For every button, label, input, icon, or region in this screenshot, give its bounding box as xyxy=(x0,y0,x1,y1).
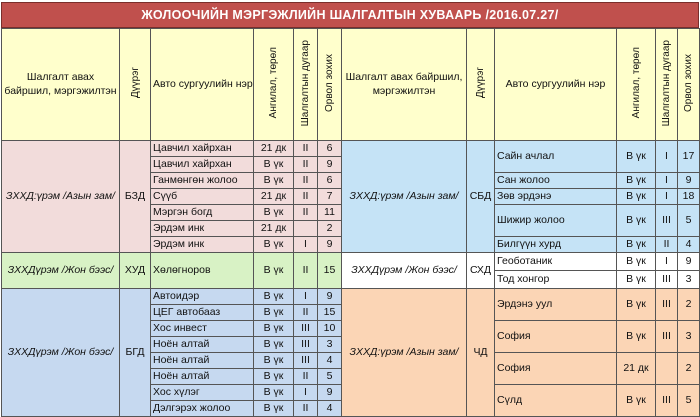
count-cell: 15 xyxy=(318,253,342,289)
count-cell: 3 xyxy=(678,271,700,289)
school-cell: Хос хүлэг xyxy=(151,385,254,401)
school-cell: София xyxy=(495,321,617,353)
count-cell: 9 xyxy=(318,289,342,305)
school-cell: Автоидэр xyxy=(151,289,254,305)
exam-no-cell: III xyxy=(294,337,318,353)
count-cell: 5 xyxy=(318,369,342,385)
class-cell: В үк xyxy=(254,157,294,173)
location-cell: ЗХХДүрэм /Жон бээс/ xyxy=(2,253,120,289)
exam-no-cell: II xyxy=(294,205,318,221)
exam-no-cell xyxy=(656,353,678,385)
district-cell: ХУД xyxy=(120,253,151,289)
class-cell: В үк xyxy=(617,237,656,253)
header-exam-no: Шалгалтын дугаар xyxy=(294,29,318,141)
count-cell: 2 xyxy=(678,289,700,321)
school-cell: Сүлд xyxy=(495,385,617,417)
table-row xyxy=(2,141,700,157)
class-cell: В үк xyxy=(254,253,294,289)
class-cell: В үк xyxy=(254,401,294,417)
exam-no-cell: III xyxy=(294,353,318,369)
exam-no-cell: II xyxy=(294,141,318,157)
class-cell: В үк xyxy=(617,271,656,289)
count-cell: 11 xyxy=(318,205,342,221)
count-cell: 2 xyxy=(318,221,342,237)
class-cell: В үк xyxy=(617,141,656,173)
exam-no-cell: II xyxy=(294,253,318,289)
school-cell: Билгүүн хурд xyxy=(495,237,617,253)
class-cell: В үк xyxy=(254,353,294,369)
location-cell: ЗХХД:үрэм /Азын зам/ xyxy=(342,141,467,253)
exam-no-cell: II xyxy=(294,305,318,321)
exam-no-cell: III xyxy=(656,205,678,237)
school-cell: Эрдэм инк xyxy=(151,237,254,253)
count-cell: 2 xyxy=(678,353,700,385)
header-attendees-right: Орвол зохих xyxy=(678,29,700,141)
count-cell: 15 xyxy=(318,305,342,321)
count-cell: 6 xyxy=(318,173,342,189)
school-cell: Дэлгэрэх жолоо xyxy=(151,401,254,417)
class-cell: В үк xyxy=(617,385,656,417)
class-cell: 21 дк xyxy=(254,221,294,237)
class-cell: В үк xyxy=(254,289,294,305)
header-school-right: Авто сургуулийн нэр xyxy=(495,29,617,141)
location-cell: ЗХХДүрэм /Жон бээс/ xyxy=(342,253,467,289)
school-cell: ЦЕГ автобааз xyxy=(151,305,254,321)
school-cell: Ноён алтай xyxy=(151,337,254,353)
school-cell: Зөв эрдэнэ xyxy=(495,189,617,205)
class-cell: В үк xyxy=(254,237,294,253)
header-district: Дүүрэг xyxy=(120,29,151,141)
header-location: Шалгалт авах байршил, мэргэжилтэн xyxy=(2,29,120,141)
school-cell: Ноён алтай xyxy=(151,369,254,385)
table-row xyxy=(2,253,700,271)
header-row xyxy=(2,29,700,141)
school-cell: Геоботаник xyxy=(495,253,617,271)
count-cell: 10 xyxy=(318,321,342,337)
location-cell: ЗХХД:үрэм /Азын зам/ xyxy=(342,289,467,417)
school-cell: Тод хонгор xyxy=(495,271,617,289)
district-cell: СХД xyxy=(467,253,495,289)
count-cell: 18 xyxy=(678,189,700,205)
district-cell: БЗД xyxy=(120,141,151,253)
count-cell: 17 xyxy=(678,141,700,173)
exam-no-cell: III xyxy=(656,271,678,289)
district-cell: СБД xyxy=(467,141,495,253)
exam-no-cell: I xyxy=(656,189,678,205)
exam-no-cell: II xyxy=(656,237,678,253)
count-cell: 5 xyxy=(678,205,700,237)
school-cell: Эрдэнэ уул xyxy=(495,289,617,321)
class-cell: В үк xyxy=(254,205,294,221)
location-cell: ЗХХДүрэм /Жон бээс/ xyxy=(2,289,120,417)
count-cell: 9 xyxy=(678,253,700,271)
school-cell: Сан жолоо xyxy=(495,173,617,189)
count-cell: 7 xyxy=(318,189,342,205)
table-row xyxy=(2,289,700,305)
header-attendees: Орвол зохих xyxy=(318,29,342,141)
header-location-right: Шалгалт авах байршил, мэргэжилтэн xyxy=(342,29,467,141)
exam-no-cell: II xyxy=(294,369,318,385)
class-cell: В үк xyxy=(254,369,294,385)
class-cell: В үк xyxy=(617,173,656,189)
class-cell: В үк xyxy=(254,173,294,189)
exam-no-cell: II xyxy=(294,157,318,173)
school-cell: Эрдэм инк xyxy=(151,221,254,237)
exam-no-cell: I xyxy=(656,173,678,189)
school-cell: Хөлөгноров xyxy=(151,253,254,289)
exam-no-cell: I xyxy=(656,141,678,173)
school-cell: Цавчил хайрхан xyxy=(151,157,254,173)
class-cell: В үк xyxy=(617,289,656,321)
exam-no-cell: III xyxy=(656,385,678,417)
count-cell: 9 xyxy=(318,157,342,173)
class-cell: 21 дк xyxy=(617,353,656,385)
exam-no-cell xyxy=(294,221,318,237)
count-cell: 9 xyxy=(318,237,342,253)
school-cell: Хос инвест xyxy=(151,321,254,337)
header-school: Авто сургуулийн нэр xyxy=(151,29,254,141)
school-cell: Ноён алтай xyxy=(151,353,254,369)
school-cell: Сайн ачлал xyxy=(495,141,617,173)
school-cell: Шижир жолоо xyxy=(495,205,617,237)
count-cell: 4 xyxy=(678,237,700,253)
class-cell: В үк xyxy=(254,305,294,321)
count-cell: 5 xyxy=(678,385,700,417)
class-cell: В үк xyxy=(617,321,656,353)
header-exam-no-right: Шалгалтын дугаар xyxy=(656,29,678,141)
school-cell: Мэргэн богд xyxy=(151,205,254,221)
class-cell: 21 дк xyxy=(254,141,294,157)
exam-no-cell: II xyxy=(294,401,318,417)
class-cell: В үк xyxy=(254,385,294,401)
count-cell: 6 xyxy=(318,141,342,157)
header-district-right: Дүүрэг xyxy=(467,29,495,141)
location-cell: ЗХХД:үрэм /Азын зам/ xyxy=(2,141,120,253)
class-cell: В үк xyxy=(617,189,656,205)
exam-no-cell: III xyxy=(294,321,318,337)
count-cell: 9 xyxy=(318,385,342,401)
exam-no-cell: I xyxy=(294,237,318,253)
header-class-type-right: Ангилал, төрөл xyxy=(617,29,656,141)
district-cell: ЧД xyxy=(467,289,495,417)
exam-no-cell: II xyxy=(294,189,318,205)
school-cell: Ганмөнгөн жолоо xyxy=(151,173,254,189)
class-cell: В үк xyxy=(254,337,294,353)
school-cell: Цавчил хайрхан xyxy=(151,141,254,157)
exam-no-cell: I xyxy=(294,385,318,401)
exam-no-cell: II xyxy=(294,173,318,189)
school-cell: Сүүб xyxy=(151,189,254,205)
class-cell: В үк xyxy=(254,321,294,337)
count-cell: 3 xyxy=(678,321,700,353)
count-cell: 3 xyxy=(318,337,342,353)
schedule-table xyxy=(1,28,700,417)
schedule-sheet xyxy=(1,2,699,413)
header-class-type: Ангилал, төрөл xyxy=(254,29,294,141)
count-cell: 4 xyxy=(318,401,342,417)
school-cell: София xyxy=(495,353,617,385)
class-cell: В үк xyxy=(617,253,656,271)
exam-no-cell: I xyxy=(294,289,318,305)
exam-no-cell: I xyxy=(656,253,678,271)
count-cell: 4 xyxy=(318,353,342,369)
class-cell: 21 дк xyxy=(254,189,294,205)
exam-no-cell: III xyxy=(656,321,678,353)
sheet-title: ЖОЛООЧИЙН МЭРГЭЖЛИЙН ШАЛГАЛТЫН ХУВААРЬ /2016.07.27/ xyxy=(1,2,699,28)
exam-no-cell: III xyxy=(656,289,678,321)
count-cell: 9 xyxy=(678,173,700,189)
district-cell: БГД xyxy=(120,289,151,417)
class-cell: В үк xyxy=(617,205,656,237)
